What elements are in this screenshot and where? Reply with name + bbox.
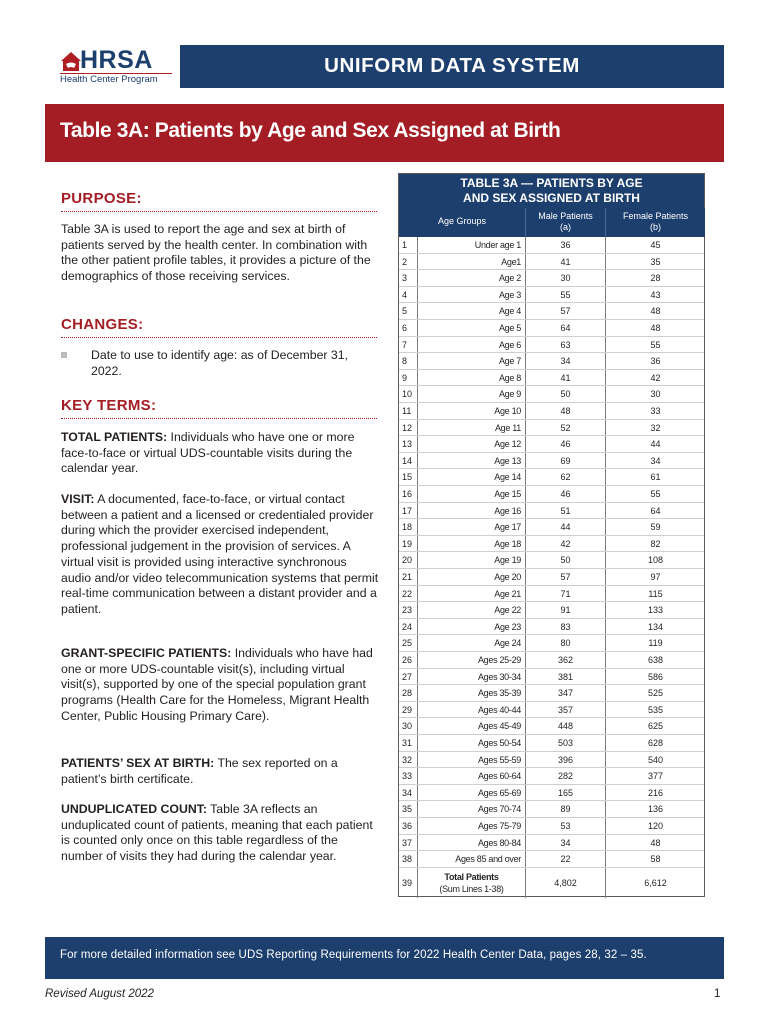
- age-group-cell: Ages 70-74: [418, 801, 526, 817]
- table-row: [399, 801, 704, 818]
- table-row: [399, 851, 704, 868]
- row-number: 27: [399, 669, 418, 685]
- female-count-cell: 48: [650, 837, 661, 848]
- row-number: 25: [399, 635, 418, 651]
- table-title-line1: TABLE 3A — PATIENTS BY AGE: [460, 176, 643, 190]
- row-number: 34: [399, 785, 418, 801]
- age-group-cell: Age 17: [418, 519, 526, 535]
- row-number: 1: [399, 237, 418, 253]
- male-count-cell: 69: [526, 453, 606, 469]
- male-count-cell: 448: [526, 718, 606, 734]
- age-group-cell: Age 16: [418, 503, 526, 519]
- female-count-cell: 97: [650, 572, 661, 582]
- table-row: [399, 835, 704, 852]
- male-count-cell: 63: [526, 337, 606, 353]
- age-group-cell: Age 21: [418, 586, 526, 602]
- table-row: [399, 519, 704, 536]
- table-row: [399, 469, 704, 486]
- row-number: 33: [399, 768, 418, 784]
- male-count-cell: 57: [526, 569, 606, 585]
- male-count-cell: 62: [526, 469, 606, 485]
- female-count-cell: 115: [648, 588, 663, 599]
- age-group-cell: Ages 85 and over: [418, 851, 526, 867]
- female-count-cell: 30: [650, 389, 661, 400]
- male-count-cell: 48: [526, 403, 606, 419]
- age-group-cell: Age 12: [418, 436, 526, 452]
- uds-header-bar: [180, 45, 724, 88]
- table-row: [399, 287, 704, 304]
- table-row: [399, 503, 704, 520]
- male-count-cell: 64: [526, 320, 606, 336]
- row-number: 39: [399, 868, 418, 898]
- age-group-cell: Age 5: [418, 320, 526, 336]
- female-count-cell: 43: [650, 289, 661, 300]
- term-definition: Table 3A reflects an unduplicated count of patients, meaning that each patient is counted only once on this table regardless of the number of visits they had during the calendar year.: [61, 802, 373, 864]
- row-number: 10: [399, 386, 418, 402]
- male-count-cell: 83: [526, 619, 606, 635]
- male-count-cell: 41: [526, 370, 606, 386]
- term-definition: Individuals who have one or more face-to-face or virtual UDS-countable visits during the calendar year.: [61, 430, 355, 476]
- female-count-cell: 82: [650, 538, 661, 549]
- female-count-cell: 55: [650, 489, 661, 499]
- col-header-female: [606, 208, 705, 237]
- col-header-male: [526, 208, 606, 237]
- male-total-cell: 4,802: [526, 868, 606, 898]
- age-group-cell: Age 20: [418, 569, 526, 585]
- male-count-cell: 50: [526, 552, 606, 568]
- male-count-cell: 41: [526, 254, 606, 270]
- male-count-cell: 34: [526, 835, 606, 851]
- table-row: [399, 436, 704, 453]
- female-count-cell: 136: [647, 804, 664, 815]
- term-grant-specific: [61, 646, 379, 725]
- total-sublabel: (Sum Lines 1-38): [439, 883, 504, 894]
- male-count-cell: 165: [526, 785, 606, 801]
- age-group-cell: Ages 30-34: [418, 669, 526, 685]
- table-title-line2: AND SEX ASSIGNED AT BIRTH: [463, 191, 640, 205]
- female-count-cell: 28: [650, 273, 661, 284]
- female-count-cell: 134: [647, 621, 664, 632]
- row-number: 29: [399, 702, 418, 718]
- age-group-cell: Age 11: [418, 420, 526, 436]
- col-header-male-label: Male Patients: [538, 211, 593, 221]
- table-row: [399, 685, 704, 702]
- age-group-cell: Age 19: [418, 552, 526, 568]
- female-count-cell: 44: [650, 439, 661, 450]
- male-count-cell: 53: [526, 818, 606, 834]
- male-count-cell: 57: [526, 303, 606, 319]
- female-total-cell: 6,612: [644, 877, 667, 888]
- male-count-cell: 357: [526, 702, 606, 718]
- table-row: [399, 337, 704, 354]
- female-count-cell: 638: [647, 655, 664, 665]
- age-group-cell: Age 13: [418, 453, 526, 469]
- table-row: [399, 254, 704, 271]
- total-label-cell: [418, 868, 526, 898]
- age-group-cell: Age 6: [418, 337, 526, 353]
- footer-note-bar: [45, 937, 724, 979]
- male-count-cell: 80: [526, 635, 606, 651]
- row-number: 23: [399, 602, 418, 618]
- female-count-cell: 625: [647, 721, 664, 732]
- female-count-cell: 32: [650, 422, 661, 433]
- revised-date: Revised August 2022: [45, 988, 154, 1000]
- row-number: 18: [399, 519, 418, 535]
- logo-subtitle: Health Center Program: [60, 73, 172, 85]
- table-row: [399, 718, 704, 735]
- female-count-cell: 36: [650, 356, 661, 367]
- male-count-cell: 55: [526, 287, 606, 303]
- female-count-cell: 55: [650, 339, 661, 350]
- term-definition: Individuals who have had one or more UDS-countable visit(s), including virtual visit(s), supported by one of the special population grant programs (Health Care for the Homeless, Migrant Health Center, Public Housing Primary Care).: [61, 646, 373, 723]
- female-count-cell: 48: [650, 323, 661, 333]
- age-group-cell: Ages 80-84: [418, 835, 526, 851]
- table-row: [399, 403, 704, 420]
- page-title: Table 3A: Patients by Age and Sex Assigned at Birth: [60, 119, 561, 142]
- table-row: [399, 552, 704, 569]
- term-definition: The sex reported on a patient’s birth certificate.: [61, 756, 338, 786]
- table-row: [399, 735, 704, 752]
- male-count-cell: 282: [526, 768, 606, 784]
- table-total-row: [399, 868, 704, 898]
- age-group-cell: Age 23: [418, 619, 526, 635]
- table-row: [399, 320, 704, 337]
- female-count-cell: 42: [650, 372, 661, 383]
- age-group-cell: Age 22: [418, 602, 526, 618]
- term-unduplicated-count: [61, 802, 379, 865]
- bullet-square-icon: [61, 352, 67, 358]
- table-row: [399, 669, 704, 686]
- row-number: 35: [399, 801, 418, 817]
- female-count-cell: 45: [650, 240, 661, 250]
- table-row: [399, 270, 704, 287]
- row-number: 36: [399, 818, 418, 834]
- female-count-cell: 119: [648, 638, 663, 649]
- male-count-cell: 51: [526, 503, 606, 519]
- eagle-emblem-icon: [60, 51, 82, 73]
- age-group-cell: Age 9: [418, 386, 526, 402]
- table-row: [399, 353, 704, 370]
- age-group-cell: Ages 50-54: [418, 735, 526, 751]
- title-banner: [45, 104, 724, 162]
- table-row: [399, 635, 704, 652]
- row-number: 32: [399, 752, 418, 768]
- male-count-cell: 362: [526, 652, 606, 668]
- table-row: [399, 536, 704, 553]
- row-number: 30: [399, 718, 418, 734]
- female-count-cell: 59: [650, 522, 661, 533]
- table-row: [399, 420, 704, 437]
- age-group-cell: Age 10: [418, 403, 526, 419]
- age-group-cell: Age 18: [418, 536, 526, 552]
- term-label: PATIENTS’ SEX AT BIRTH:: [61, 756, 215, 770]
- age-group-cell: Age 4: [418, 303, 526, 319]
- male-count-cell: 46: [526, 436, 606, 452]
- age-group-cell: Ages 45-49: [418, 718, 526, 734]
- female-count-cell: 586: [647, 671, 664, 682]
- female-count-cell: 216: [647, 787, 664, 798]
- age-group-cell: Ages 25-29: [418, 652, 526, 668]
- row-number: 31: [399, 735, 418, 751]
- row-number: 20: [399, 552, 418, 568]
- col-header-female-label: Female Patients: [622, 211, 689, 221]
- row-number: 14: [399, 453, 418, 469]
- age-group-cell: Age 8: [418, 370, 526, 386]
- age-group-cell: Ages 55-59: [418, 752, 526, 768]
- female-count-cell: 525: [647, 688, 664, 699]
- age-group-cell: Age 7: [418, 353, 526, 369]
- row-number: 3: [399, 270, 418, 286]
- page-number: 1: [714, 988, 721, 1000]
- col-header-male-sub: (a): [560, 222, 571, 232]
- table-row: [399, 752, 704, 769]
- uds-title: UNIFORM DATA SYSTEM: [324, 54, 580, 77]
- col-header-female-sub: (b): [650, 222, 661, 232]
- female-count-cell: 33: [650, 406, 661, 416]
- male-count-cell: 503: [526, 735, 606, 751]
- table-row: [399, 303, 704, 320]
- term-definition: A documented, face-to-face, or virtual contact between a patient and a licensed or credentialed provider during which the provider exercised independent, professional judgement in the provision of services. A virtual visit is provided using interactive synchronous audio and/or video telecommunication systems that permit real-time communication between a distant provider and a patient.: [61, 492, 379, 616]
- age-group-cell: Ages 40-44: [418, 702, 526, 718]
- changes-bullet: Date to use to identify age: as of December 31, 2022.: [91, 348, 349, 378]
- table-row: [399, 602, 704, 619]
- row-number: 24: [399, 619, 418, 635]
- term-label: UNDUPLICATED COUNT:: [61, 802, 207, 816]
- row-number: 22: [399, 586, 418, 602]
- hrsa-logo: [60, 48, 180, 88]
- purpose-heading: PURPOSE:: [61, 190, 142, 207]
- key-terms-heading: KEY TERMS:: [61, 397, 157, 414]
- table-row: [399, 237, 704, 254]
- row-number: 11: [399, 403, 418, 419]
- term-label: VISIT:: [61, 492, 95, 506]
- male-count-cell: 42: [526, 536, 606, 552]
- col-header-age-groups: Age Groups: [399, 208, 526, 237]
- row-number: 28: [399, 685, 418, 701]
- row-number: 26: [399, 652, 418, 668]
- age-group-cell: Age1: [418, 254, 526, 270]
- row-number: 7: [399, 337, 418, 353]
- row-number: 6: [399, 320, 418, 336]
- female-count-cell: 64: [650, 505, 661, 516]
- female-count-cell: 58: [650, 854, 661, 865]
- row-number: 37: [399, 835, 418, 851]
- purpose-divider: [61, 211, 377, 212]
- female-count-cell: 540: [647, 754, 664, 765]
- age-group-cell: Under age 1: [418, 237, 526, 253]
- table-3a: [398, 173, 705, 897]
- age-group-cell: Ages 65-69: [418, 785, 526, 801]
- row-number: 9: [399, 370, 418, 386]
- key-terms-divider: [61, 418, 377, 419]
- age-group-cell: Ages 35-39: [418, 685, 526, 701]
- term-label: TOTAL PATIENTS:: [61, 430, 168, 444]
- age-group-cell: Ages 75-79: [418, 818, 526, 834]
- table-row: [399, 453, 704, 470]
- female-count-cell: 61: [650, 472, 661, 483]
- row-number: 21: [399, 569, 418, 585]
- table-row: [399, 652, 704, 669]
- term-visit: [61, 492, 379, 618]
- table-row: [399, 370, 704, 387]
- table-row: [399, 818, 704, 835]
- male-count-cell: 71: [526, 586, 606, 602]
- age-group-cell: Age 15: [418, 486, 526, 502]
- row-number: 2: [399, 254, 418, 270]
- table-row: [399, 702, 704, 719]
- male-count-cell: 396: [526, 752, 606, 768]
- row-number: 15: [399, 469, 418, 485]
- row-number: 19: [399, 536, 418, 552]
- row-number: 4: [399, 287, 418, 303]
- term-sex-at-birth: [61, 756, 379, 787]
- row-number: 17: [399, 503, 418, 519]
- table-title: [399, 174, 704, 208]
- row-number: 5: [399, 303, 418, 319]
- age-group-cell: Age 2: [418, 270, 526, 286]
- changes-divider: [61, 337, 377, 338]
- row-number: 13: [399, 436, 418, 452]
- male-count-cell: 44: [526, 519, 606, 535]
- table-row: [399, 785, 704, 802]
- age-group-cell: Age 3: [418, 287, 526, 303]
- male-count-cell: 30: [526, 270, 606, 286]
- row-number: 38: [399, 851, 418, 867]
- female-count-cell: 34: [650, 455, 661, 466]
- male-count-cell: 50: [526, 386, 606, 402]
- male-count-cell: 36: [526, 237, 606, 253]
- male-count-cell: 52: [526, 420, 606, 436]
- footer-note: For more detailed information see UDS Reporting Requirements for 2022 Health Center Data, pages 28, 32 – 35.: [60, 949, 647, 961]
- age-group-cell: Ages 60-64: [418, 768, 526, 784]
- male-count-cell: 34: [526, 353, 606, 369]
- table-row: [399, 586, 704, 603]
- female-count-cell: 35: [650, 256, 661, 267]
- row-number: 12: [399, 420, 418, 436]
- male-count-cell: 91: [526, 602, 606, 618]
- male-count-cell: 381: [526, 669, 606, 685]
- male-count-cell: 22: [526, 851, 606, 867]
- term-label: GRANT-SPECIFIC PATIENTS:: [61, 646, 232, 660]
- female-count-cell: 48: [650, 306, 661, 317]
- male-count-cell: 347: [526, 685, 606, 701]
- logo-wordmark: HRSA: [80, 46, 153, 74]
- age-group-cell: Age 24: [418, 635, 526, 651]
- female-count-cell: 133: [647, 605, 664, 616]
- female-count-cell: 377: [647, 771, 664, 782]
- row-number: 8: [399, 353, 418, 369]
- table-row: [399, 386, 704, 403]
- table-row: [399, 768, 704, 785]
- male-count-cell: 46: [526, 486, 606, 502]
- female-count-cell: 535: [647, 704, 664, 715]
- term-total-patients: [61, 430, 379, 477]
- male-count-cell: 89: [526, 801, 606, 817]
- female-count-cell: 628: [647, 738, 664, 748]
- total-label: Total Patients: [444, 871, 499, 882]
- age-group-cell: Age 14: [418, 469, 526, 485]
- table-row: [399, 486, 704, 503]
- female-count-cell: 108: [647, 555, 664, 566]
- female-count-cell: 120: [647, 821, 664, 831]
- row-number: 16: [399, 486, 418, 502]
- table-row: [399, 619, 704, 636]
- table-row: [399, 569, 704, 586]
- purpose-text: Table 3A is used to report the age and sex at birth of patients served by the health center. In combination with the other patient profile tables, it provides a picture of the demographics of those receiving services.: [61, 222, 371, 284]
- changes-heading: CHANGES:: [61, 316, 144, 333]
